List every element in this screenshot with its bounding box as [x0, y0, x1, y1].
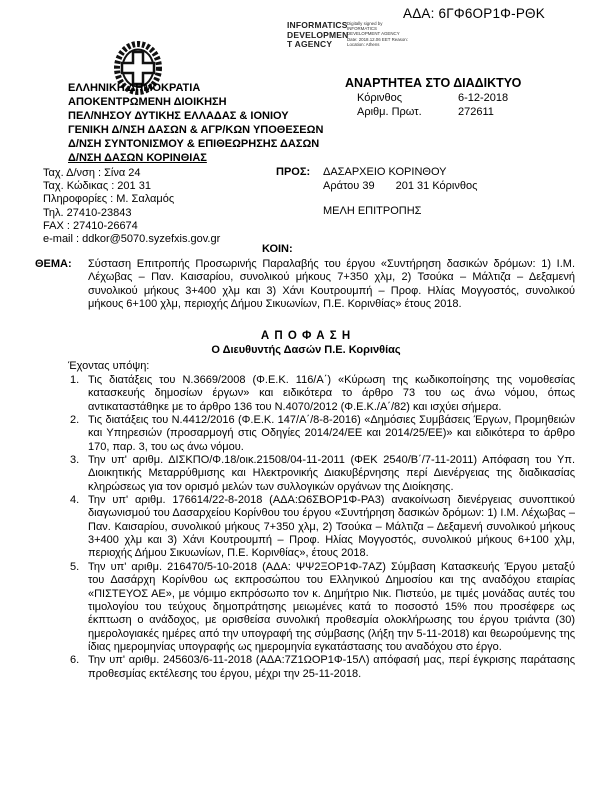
recipient-city: 201 31 Κόρινθος: [395, 179, 478, 192]
contact-postal-code: Ταχ. Κώδικας : 201 31: [43, 180, 151, 193]
list-item: [70, 374, 575, 414]
contact-information: Πληροφορίες : Μ. Σαλαμός: [43, 193, 175, 206]
having-regard-label: Έχοντας υπόψη:: [68, 360, 150, 372]
digital-signature-stamp: [287, 20, 349, 50]
stamp-agency-line: DEVELOPMEN: [287, 29, 349, 40]
org-line: ΕΛΛΗΝΙΚΗ ΔΗΜΟΚΡΑΤΙΑ: [68, 82, 201, 94]
recipient-members: ΜΕΛΗ ΕΠΙΤΡΟΠΗΣ: [323, 204, 422, 217]
org-line: Δ/ΝΣΗ ΣΥΝΤΟΝΙΣΜΟΥ & ΕΠΙΘΕΩΡΗΣΗΣ ΔΑΣΩΝ: [68, 138, 320, 150]
contact-fax: FAX : 27410-26674: [43, 219, 138, 232]
issuing-authority-block: [68, 81, 323, 165]
considerations-list: [70, 374, 575, 681]
koin-label: ΚΟΙΝ:: [262, 243, 293, 255]
decision-title: Α Π Ο Φ Α Σ Η: [260, 330, 352, 342]
contact-address: Ταχ. Δ/νση : Σίνα 24: [43, 167, 141, 179]
pros-label: ΠΡΟΣ:: [276, 166, 311, 178]
protocol-number: 272611: [458, 106, 494, 118]
subject-label: ΘΕΜΑ:: [35, 258, 72, 270]
list-item: [70, 414, 575, 454]
recipient-name: ΔΑΣΑΡΧΕΙΟ ΚΟΡΙΝΘΟΥ: [323, 166, 447, 178]
list-item-text: Την υπ' αριθμ. 176614/22-8-2018 (ΑΔΑ:Ω6ΣΒΟΡ1Φ-ΡΑ3) ανακοίνωση διενέργειας συνοπτικού διαγωνισμού του Δασαρχείου Κορίνθου του έργου «Συντήρηση δασικών δρόμων: 1) Ι.Μ. Λέχωβας – Παν. Καισαρίου, συνολικού μήκους 7+350 χλμ, 2) Τσούκα – Μάλτιζα – Δεξαμενή συνολικού μήκους 3+400 χλμ και 3) Χάνι Κουτρουμπή – Προφ. Ηλίας Μογγοστός, συνολικού μήκους 6+100 χλμ, περιοχής Δήμου Σικυωνίων, Π.Ε. Κορινθίας», έτους 2018.: [88, 494, 575, 560]
subject-text: Σύσταση Επιτροπής Προσωρινής Παραλαβής του έργου «Συντήρηση δασικών δρόμων: 1) Ι.Μ. Λέχωβας – Παν. Καισαρίου, συνολικού μήκους 7+350 χλμ, 2) Τσούκα – Μάλτιζα – Δεξαμενή συνολικού μήκους 3+400 χλμ και 3) Χάνι Κουτρουμπή – Προφ. Ηλίας Μογγοστός, συνολικού μήκους 6+100 χλμ, περιοχής Δήμου Σικυωνίων, Π.Ε. Κορινθίας» έτους 2018.: [88, 258, 575, 311]
contact-phone: Τηλ. 27410-23843: [43, 206, 132, 219]
org-line: ΓΕΝΙΚΗ Δ/ΝΣΗ ΔΑΣΩΝ & ΑΓΡ/ΚΩΝ ΥΠΟΘΕΣΕΩΝ: [68, 124, 324, 136]
list-item-text: Την υπ' αριθμ. 216470/5-10-2018 (ΑΔΑ: ΨΨ2ΞΟΡ1Φ-7ΑΖ) Σύμβαση Κατασκευής Έργου μεταξύ του Δασάρχη Κορίνθου ως εκπροσώπου του Ελληνικού Δημοσίου και της αναδόχου εταιρίας «ΠΙΣΤΕΥΟΣ ΑΕ», με νόμιμο εκπρόσωπο τον κ. Δημήτριο Νικ. Πιστεύο, με τιμές μονάδας αυτές του τιμολογίου του τεύχους δημοπράτησης μειωμένες κατά το ποσοστό 15% που προσέφερε ως έκπτωση ο ανάδοχος, με ορισθείσα συνολική προθεσμία ολοκλήρωσης του έργου τριάντα (30) ημερολογιακές ημέρες από την υπογραφή της σύμβασης (λήξη την 5-11-2018) και θεωρούμενης της ίδιας ημερομηνίας υπογραφής ως ημερομηνία εγκατάστασης του αναδόχου στο έργο.: [88, 560, 575, 653]
list-item-number: 2.: [70, 414, 80, 427]
list-item: [70, 454, 575, 494]
list-item-number: 4.: [70, 494, 80, 507]
list-item: [70, 654, 575, 681]
recipient-address-row: [323, 180, 477, 194]
list-item-number: 1.: [70, 374, 80, 386]
list-item-text: Τις διατάξεις του Ν.4412/2016 (Φ.Ε.Κ. 147/Α΄/8-8-2016) «Δημόσιες Συμβάσεις Έργων, Προμηθειών και Υπηρεσιών (προσαρμογή στις Οδηγίες 2014/24/ΕΕ και 2014/25/ΕΕ)» και ειδικότερα το άρθρο 170, παρ. 3, του ως άνω νόμου.: [88, 414, 575, 453]
list-item-number: 6.: [70, 654, 80, 667]
anartitea-notice: ΑΝΑΡΤΗΤΕΑ ΣΤΟ ΔΙΑΔΙΚΤΥΟ: [345, 76, 522, 90]
city-label: Κόρινθος: [357, 92, 403, 104]
stamp-signature-details: Digitally signed by INFORMATICS DEVELOPMENT AGENCY Date: 2018.12.06 EET Reason: Location: Athens: [347, 21, 408, 47]
ada-code: ΑΔΑ: 6ΓΦ6ΟΡ1Φ-ΡΘΚ: [403, 6, 545, 21]
decision-subtitle: Ο Διευθυντής Δασών Π.Ε. Κορινθίας: [211, 344, 401, 356]
list-item-text: Τις διατάξεις του Ν.3669/2008 (Φ.Ε.Κ. 116/Α΄) «Κύρωση της κωδικοποίησης της νομοθεσίας κατασκευής δημοσίων έργων» και ειδικότερα το άρθρο 73 του ως άνω νόμου, όπως αντικαταστάθηκε με το άρθρο 136 του Ν.4070/2012 (Φ.Ε.Κ./Α΄/82) και ισχύει σήμερα.: [88, 374, 575, 413]
stamp-agency-line: T AGENCY: [287, 39, 333, 50]
list-item-text: Την υπ' αριθμ. 245603/6-11-2018 (ΑΔΑ:7Ζ1ΩΟΡ1Φ-15Λ) απόφασή μας, περί έγκρισης παράτασης προθεσμίας εκτέλεσης του έργου, μέχρι την 25-11-2018.: [88, 654, 575, 680]
document-date: 6-12-2018: [458, 92, 509, 104]
org-line: ΑΠΟΚΕΝΤΡΩΜΕΝΗ ΔΙΟΙΚΗΣΗ: [68, 96, 227, 108]
contact-block: [43, 167, 220, 246]
list-item: [70, 561, 575, 654]
list-item: [70, 494, 575, 561]
org-line: ΠΕΛ/ΝΗΣΟΥ ΔΥΤΙΚΗΣ ΕΛΛΑΔΑΣ & ΙΟΝΙΟΥ: [68, 110, 289, 122]
city-date-row: [357, 92, 587, 104]
recipient-street: Αράτου 39: [323, 179, 375, 192]
recipient-block: [323, 166, 477, 218]
protocol-row: [357, 106, 587, 118]
stamp-agency-line: INFORMATICS: [287, 20, 348, 30]
list-item-number: 5.: [70, 560, 80, 573]
list-item-number: 3.: [70, 454, 80, 467]
contact-email: e-mail : ddkor@5070.syzefxis.gov.gr: [43, 233, 221, 246]
protocol-label: Αριθμ. Πρωτ.: [357, 106, 422, 118]
org-line-directorate: Δ/ΝΣΗ ΔΑΣΩΝ ΚΟΡΙΝΘΙΑΣ: [68, 152, 207, 164]
list-item-text: Την υπ' αριθμ. ΔΙΣΚΠΟ/Φ.18/οικ.21508/04-11-2011 (ΦΕΚ 2540/Β΄/7-11-2011) Απόφαση του Υπ. Διοικητικής Μεταρρύθμισης και Ηλεκτρονικής Διακυβέρνησης περί Διενέργειας της διαδικασίας κληρώσεως για τον ορισμό μελών των συλλογικών οργάνων της Διοίκησης.: [88, 454, 575, 493]
